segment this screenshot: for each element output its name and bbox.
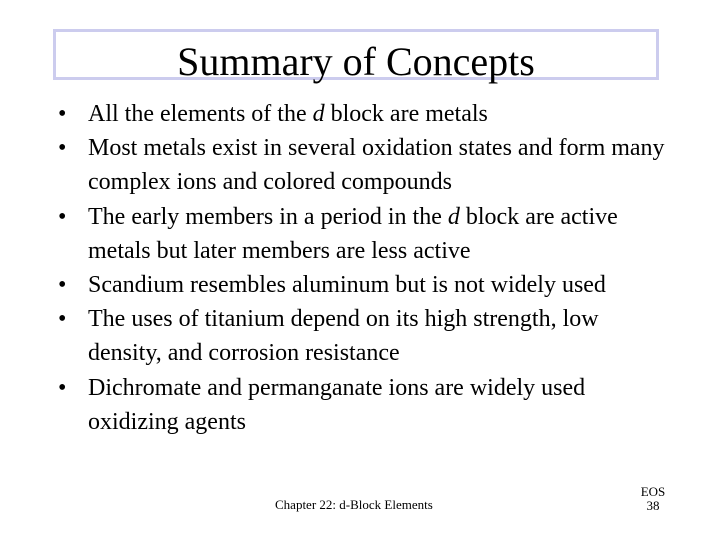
title-box <box>53 29 659 84</box>
bullet-dot-icon: • <box>58 374 67 401</box>
bullet-text: The uses of titanium depend on its high strength, low density, and corrosion resistance <box>88 306 599 367</box>
footer-page-number: 38 <box>646 498 660 513</box>
footer-eos-label: EOS <box>640 484 666 499</box>
bullet-item <box>58 97 678 131</box>
bullet-item <box>58 371 678 439</box>
bullet-dot-icon: • <box>58 272 67 299</box>
bullet-dot-icon: • <box>58 101 67 127</box>
bullet-text: block are metals <box>324 101 488 127</box>
bullet-dot-icon: • <box>58 306 67 333</box>
bullet-text: Dichromate and permanganate ions are widely used oxidizing agents <box>88 374 586 435</box>
bullet-item <box>58 268 678 302</box>
bullet-text: block are active metals but later members are less active <box>88 203 618 264</box>
bullet-text: Scandium resembles aluminum but is not widely used <box>88 272 606 299</box>
bullet-text-italic: d <box>447 203 460 230</box>
bullet-dot-icon: • <box>58 135 67 162</box>
bullet-item <box>58 131 678 199</box>
bullet-dot-icon: • <box>58 203 67 230</box>
bullet-item <box>58 302 678 370</box>
footer-chapter: Chapter 22: d-Block Elements <box>275 497 433 512</box>
bullet-text: All the elements of the <box>88 101 313 127</box>
bullet-text: Most metals exist in several oxidation states and form many complex ions and colored compounds <box>88 135 665 196</box>
slide-title: Summary of Concepts <box>177 39 535 84</box>
footer-slide-number <box>630 485 676 513</box>
bullet-list <box>58 97 678 439</box>
bullet-text-italic: d <box>312 101 325 127</box>
bullet-text: The early members in a period in the <box>88 203 448 230</box>
bullet-item <box>58 200 678 268</box>
